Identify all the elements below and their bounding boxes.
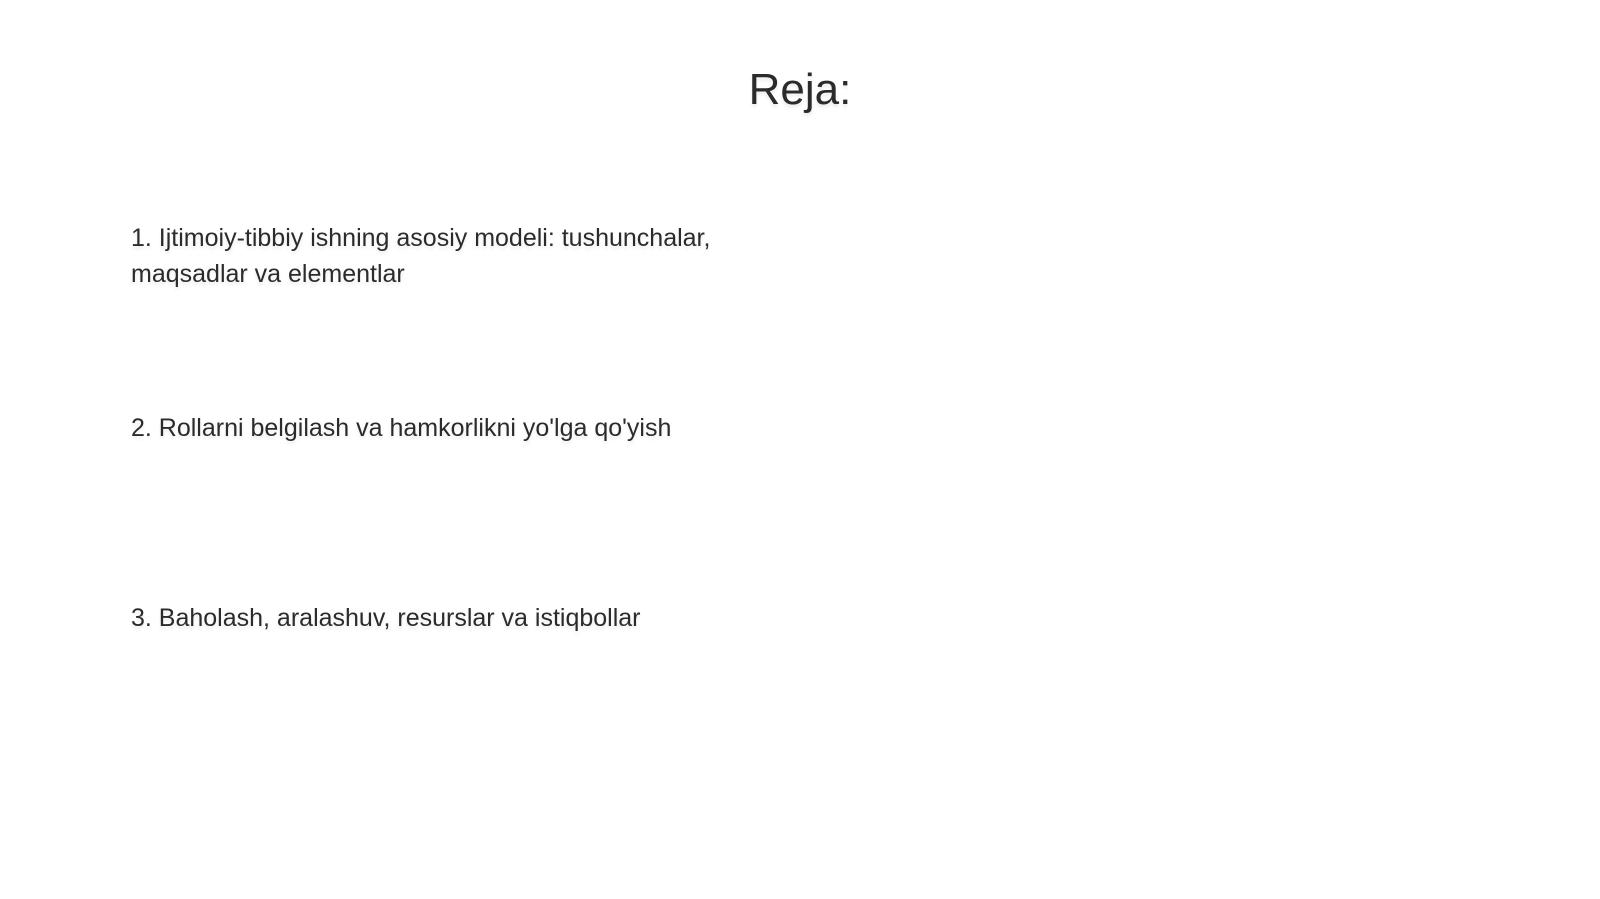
slide-title: Reja: (748, 65, 852, 114)
plan-item-3: 3. Baholash, aralashuv, resurslar va istiqbollar (131, 604, 641, 632)
plan-item-2: 2. Rollarni belgilash va hamkorlikni yo'lga qo'yish (131, 414, 672, 442)
plan-item-1: 1. Ijtimoiy-tibbiy ishning asosiy modeli: tushunchalar, maqsadlar va elementlar (131, 224, 711, 288)
